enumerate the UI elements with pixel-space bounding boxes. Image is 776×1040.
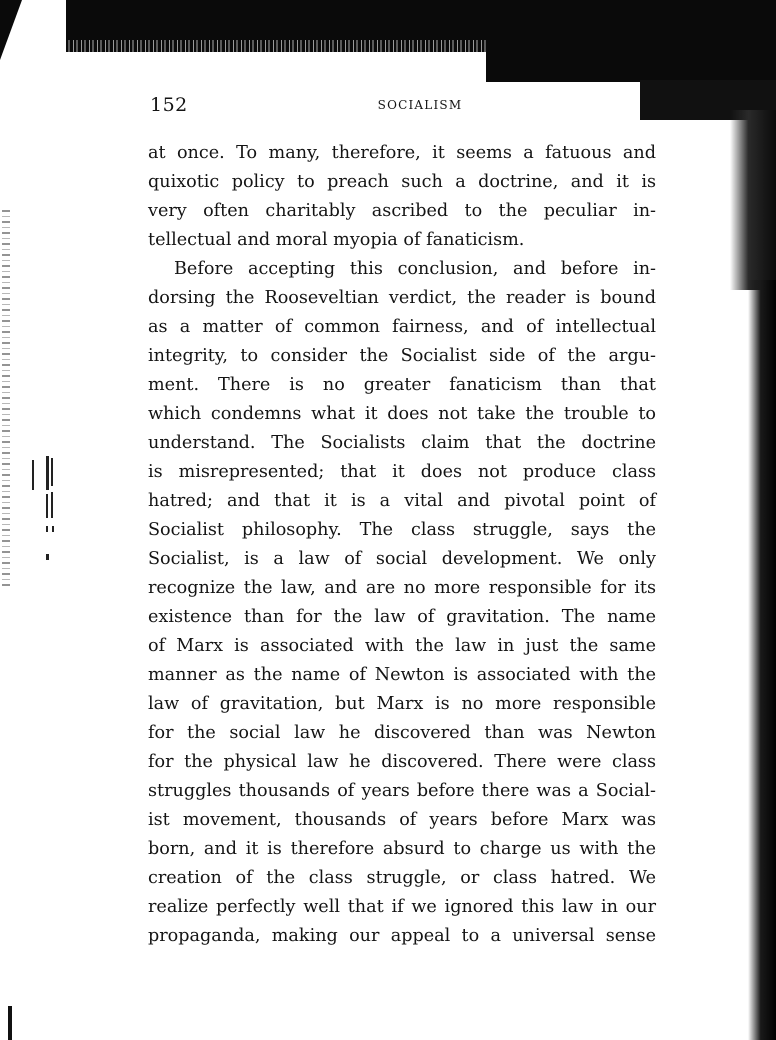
text-line: hatred; and that it is a vital and pivotal point of [148,491,656,511]
scan-shadow-top [66,0,776,44]
text-line: as a matter of common fairness, and of intellectual [148,317,656,337]
text-line: dorsing the Rooseveltian verdict, the reader is bound [148,288,656,308]
text-line: propaganda, making our appeal to a universal sense [148,926,656,946]
text-line: realize perfectly well that if we ignored this law in our [148,897,656,917]
scan-shadow-right-edge [730,110,776,290]
text-line: of Marx is associated with the law in just the same [148,636,656,656]
scan-shadow-top-edge [66,40,536,52]
scan-shadow-corner [0,0,22,60]
text-line: born, and it is therefore absurd to charge us with the [148,839,656,859]
text-line: Before accepting this conclusion, and before in- [174,259,656,279]
text-line: recognize the law, and are no more responsible for its [148,578,656,598]
scan-noise-left [2,210,10,590]
page-header [150,94,656,120]
text-line: Socialist philosophy. The class struggle, says the [148,520,656,540]
scan-marks-left [30,440,70,570]
body-text [148,139,656,951]
paragraph [148,255,656,951]
text-line: Socialist, is a law of social development. We only [148,549,656,569]
text-line: quixotic policy to preach such a doctrine, and it is [148,172,656,192]
text-line: manner as the name of Newton is associated with the [148,665,656,685]
paragraph [148,139,656,255]
text-line: is misrepresented; that it does not produce class [148,462,656,482]
page-number: 152 [150,94,188,116]
text-line: law of gravitation, but Marx is no more responsible [148,694,656,714]
text-line: integrity, to consider the Socialist side of the argu- [148,346,656,366]
text-line: ment. There is no greater fanaticism than that [148,375,656,395]
text-line: struggles thousands of years before there was a Social- [148,781,656,801]
text-line: existence than for the law of gravitation. The name [148,607,656,627]
text-line: understand. The Socialists claim that the doctrine [148,433,656,453]
scan-shadow-right-strip [748,280,776,1040]
running-head: SOCIALISM [377,98,463,112]
text-line: which condemns what it does not take the trouble to [148,404,656,424]
text-line: creation of the class struggle, or class hatred. We [148,868,656,888]
text-line: very often charitably ascribed to the peculiar in- [148,201,656,221]
text-line: for the physical law he discovered. There were class [148,752,656,772]
scan-shadow-right-top [486,40,776,82]
scan-mark-bottom [8,1006,12,1040]
text-line: ist movement, thousands of years before Marx was [148,810,656,830]
text-line: for the social law he discovered than was Newton [148,723,656,743]
text-line: at once. To many, therefore, it seems a fatuous and [148,143,656,163]
text-line: tellectual and moral myopia of fanaticism. [148,230,525,250]
